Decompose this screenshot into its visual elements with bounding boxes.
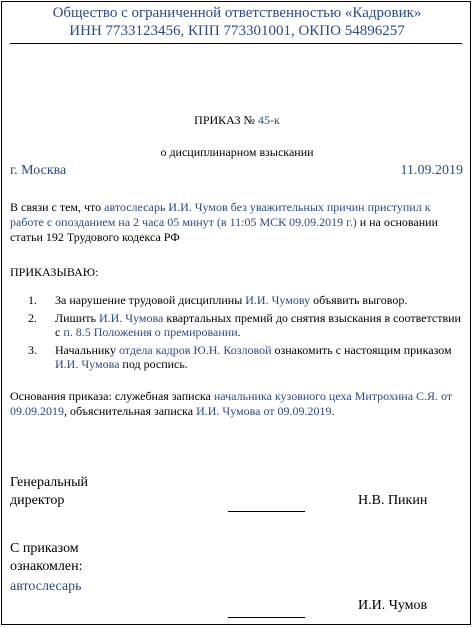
item-text: квартальных премий до снятия взыскания в соответствии с bbox=[55, 311, 461, 339]
basis-text: . bbox=[331, 404, 335, 418]
order-title-prefix: ПРИКАЗ № bbox=[194, 113, 258, 127]
order-number: 45-к bbox=[258, 113, 280, 127]
item-responsible: отдела кадров Ю.Н. Козловой bbox=[118, 343, 272, 357]
item-text: под роспись. bbox=[119, 357, 188, 371]
organization-codes: ИНН 7733123456, КПП 773301001, ОКПО 54896257 bbox=[69, 23, 405, 39]
preamble-text-2: и на основании статьи 192 Трудового кодекса РФ bbox=[10, 215, 439, 244]
order-basis bbox=[10, 389, 462, 419]
basis-text: Основания приказа: служебная записка bbox=[10, 389, 214, 403]
item-employee: И.И. Чумову bbox=[245, 293, 311, 307]
item-number: 2. bbox=[28, 311, 37, 325]
basis-text: , объяснительная записка bbox=[64, 404, 197, 418]
basis-memo: начальника кузовного цеха Митрохина С.Я. от 09.09.2019 bbox=[10, 389, 453, 418]
list-item bbox=[55, 311, 465, 339]
preamble bbox=[10, 200, 462, 245]
item-reference: п. 8.5 Положения о премировании bbox=[63, 325, 238, 339]
item-text: объявить выговор. bbox=[310, 293, 408, 307]
order-word: ПРИКАЗЫВАЮ: bbox=[10, 265, 99, 279]
preamble-text-1: В связи с тем, что bbox=[10, 200, 105, 214]
item-employee: И.И. Чумова bbox=[98, 311, 164, 325]
item-number: 1. bbox=[28, 293, 37, 307]
item-employee: И.И. Чумова bbox=[55, 357, 120, 371]
item-text: За нарушение трудовой дисциплины bbox=[55, 293, 246, 307]
order-subject: о дисциплинарном взыскании bbox=[160, 145, 314, 159]
employee-signature-line bbox=[228, 617, 305, 618]
order-date: 11.09.2019 bbox=[400, 163, 463, 178]
list-item bbox=[55, 343, 465, 371]
acknowledgement-position: автослесарь bbox=[10, 579, 82, 594]
list-item bbox=[55, 293, 465, 307]
order-city: г. Москва bbox=[10, 163, 67, 178]
item-text: Начальнику bbox=[55, 343, 119, 357]
preamble-circumstances: автослесарь И.И. Чумов без уважительных причин приступил к работе с опозданием на 2 часа 05 минут (в 11:05 МСК 09.09.2019 г.) bbox=[10, 200, 431, 229]
item-text: Лишить bbox=[55, 311, 99, 325]
item-text: . bbox=[237, 325, 241, 339]
employee-name: И.И. Чумов bbox=[358, 598, 428, 613]
basis-explanation: И.И. Чумова от 09.09.2019 bbox=[196, 404, 332, 418]
director-title-line-2: директор bbox=[10, 493, 65, 508]
item-number: 3. bbox=[28, 343, 37, 357]
director-title-line-1: Генеральный bbox=[10, 475, 89, 490]
director-name: Н.В. Пикин bbox=[358, 493, 428, 508]
director-signature-line bbox=[228, 511, 305, 512]
acknowledgement-line-2: ознакомлен: bbox=[10, 559, 83, 574]
organization-name: Общество с ограниченной ответственностью «Кадровик» bbox=[52, 5, 422, 21]
header-divider bbox=[10, 43, 462, 44]
order-title bbox=[0, 113, 474, 127]
item-text: ознакомить с настоящим приказом bbox=[271, 343, 452, 357]
acknowledgement-line-1: С приказом bbox=[10, 541, 79, 556]
